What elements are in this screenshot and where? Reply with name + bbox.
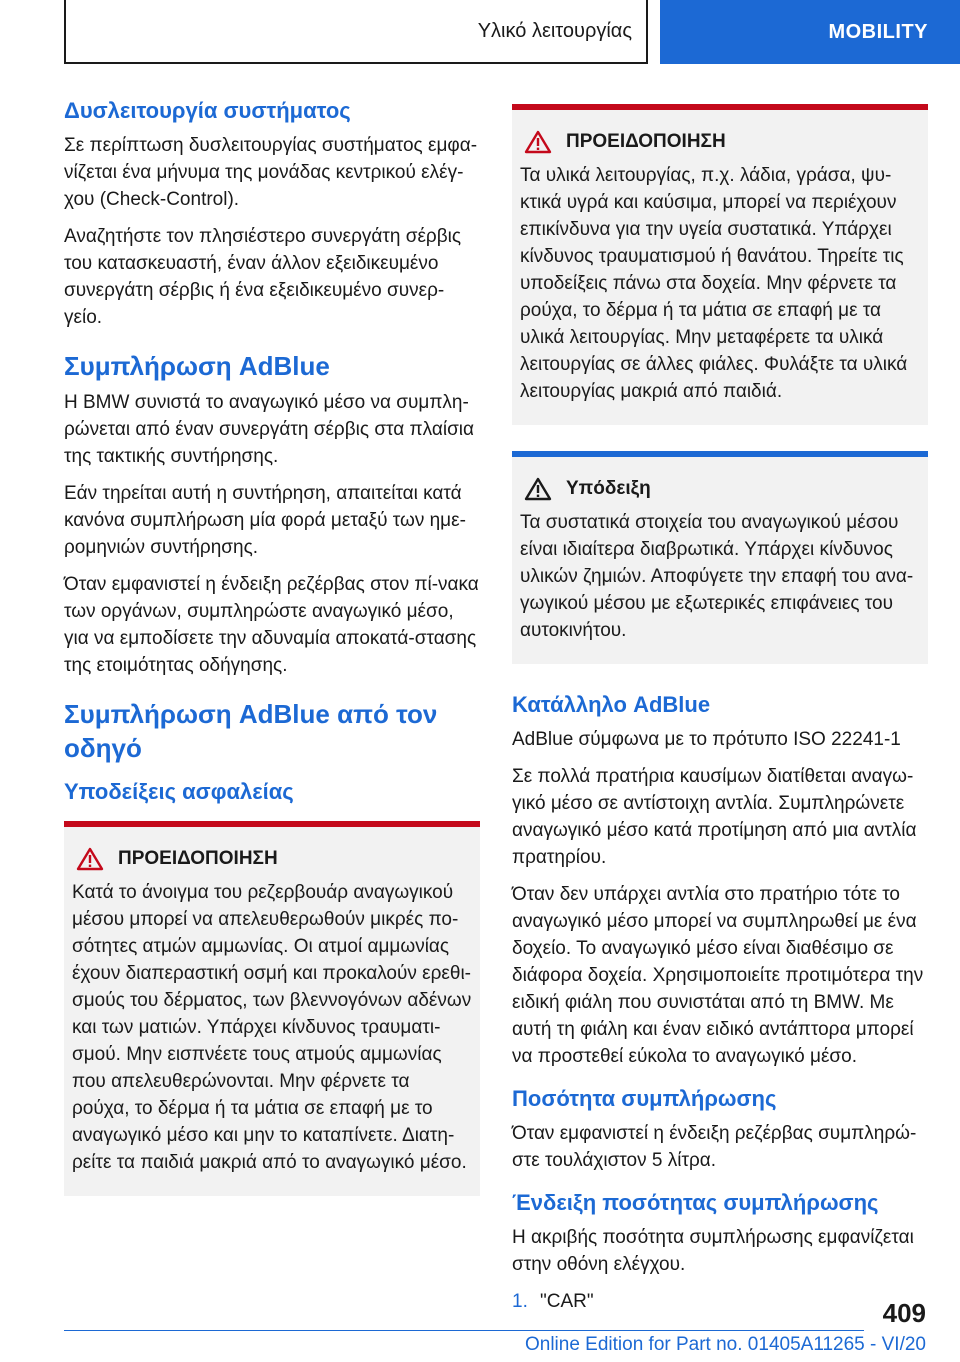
paragraph: Αναζητήστε τον πλησιέστερο συνεργάτη σέρβις του κατασκευαστή, έναν άλλον εξειδικευμένο συνεργάτη σέρβις ή ένα εξειδικευμένο συνερ-γείο. xyxy=(64,226,462,328)
paragraph: Σε περίπτωση δυσλειτουργίας συστήματος εμφα-νίζεται ένα μήνυμα της μονάδας κεντρικού ελέγ-χου (Check-Control). xyxy=(64,135,478,210)
note-box-header xyxy=(520,477,920,501)
heading-fill-quantity: Ποσότητα συμπλήρωσης xyxy=(512,1086,777,1111)
paragraph: Όταν δεν υπάρχει αντλία στο πρατήριο τότε το αναγωγικό μέσο μπορεί να συμπληρωθεί με ένα δοχείο. Το αναγωγικό μέσο είναι διαθέσιμο σε διάφορα δοχεία. Χρησιμοποιείτε προτιμότερα την ειδική φιάλη που συνιστάται από τη BMW. Με αυτή τη φιάλη και έναν ειδικό αντάπτορα μπορεί να προστεθεί εύκολα το αναγωγικό μέσο. xyxy=(512,884,924,1067)
list-item xyxy=(512,1288,928,1315)
right-column xyxy=(512,104,928,1315)
warning-text: Τα υλικά λειτουργίας, π.χ. λάδια, γράσα, ψυ-κτικά υγρά και καύσιμα, μπορεί να περιέχουν επικίνδυνα για την υγεία συστατικά. Υπάρχει κίνδυνος τραυματισμού ή θανάτου. Τηρείτε τις υποδείξεις πάνω στα δοχεία. Μην φέρνετε τα ρούχα, το δέρμα ή τα μάτια σε επαφή με τα υλικά λειτουργίας. Μην μεταφέρετε τα υλικά λειτουργίας σε άλλες φιάλες. Φυλάξτε τα υλικά λειτουργίας μακριά από παιδιά. xyxy=(520,165,908,402)
header-chapter-label: MOBILITY xyxy=(828,20,928,43)
note-title: Υπόδειξη xyxy=(566,478,651,499)
paragraph: Σε πολλά πρατήρια καυσίμων διατίθεται αναγω-γικό μέσο σε αντίστοιχη αντλία. Συμπληρώνετε αναγωγικό μέσο κατά προτίμηση από μια αντλία πρατηρίου. xyxy=(512,766,917,868)
warning-box-header xyxy=(72,847,472,871)
note-text: Τα συστατικά στοιχεία του αναγωγικού μέσου είναι ιδιαίτερα διαβρωτικά. Υπάρχει κίνδυνος υλικών ζημιών. Αποφύγετε την επαφή του ανα-γωγικού μέσου με εξωτερικές επιφάνειες του αυτοκινήτου. xyxy=(520,512,914,641)
paragraph: Η BMW συνιστά το αναγωγικό μέσο να συμπλη-ρώνεται από έναν συνεργάτη σέρβις στα πλαίσια της τακτικής συντήρησης. xyxy=(64,392,475,467)
paragraph: Η ακριβής ποσότητα συμπλήρωσης εμφανίζεται στην οθόνη ελέγχου. xyxy=(512,1227,914,1275)
header-section xyxy=(64,0,648,64)
page-number: 409 xyxy=(882,1298,926,1328)
heading-refill-by-driver: Συμπλήρωση AdBlue από τον οδηγό xyxy=(64,699,438,763)
footer-divider xyxy=(64,1330,864,1331)
heading-fill-quantity-display: Ένδειξη ποσότητας συμπλήρωσης xyxy=(512,1190,879,1215)
warning-triangle-icon xyxy=(524,130,552,154)
heading-safety-notes: Υποδείξεις ασφαλείας xyxy=(64,779,294,804)
warning-title: ΠΡΟΕΙΔΟΠΟΙΗΣΗ xyxy=(118,848,278,869)
warning-box xyxy=(512,104,928,425)
list-item-text: "CAR" xyxy=(540,1291,594,1312)
note-box xyxy=(512,451,928,664)
heading-suitable-adblue: Κατάλληλο AdBlue xyxy=(512,692,711,717)
paragraph: Εάν τηρείται αυτή η συντήρηση, απαιτείται κατά κανόνα συμπλήρωση μία φορά μεταξύ των ημε-ρομηνιών συντήρησης. xyxy=(64,483,466,558)
warning-box-header xyxy=(520,130,920,154)
warning-triangle-icon xyxy=(76,847,104,871)
heading-refill-adblue: Συμπλήρωση AdBlue xyxy=(64,351,330,381)
list-item-number: 1. xyxy=(512,1291,528,1312)
note-triangle-icon xyxy=(524,477,552,501)
warning-title: ΠΡΟΕΙΔΟΠΟΙΗΣΗ xyxy=(566,131,726,152)
warning-box xyxy=(64,821,480,1196)
header-chapter-tab[interactable] xyxy=(660,0,960,64)
header-section-label: Υλικό λειτουργίας xyxy=(477,19,632,42)
left-column xyxy=(64,96,480,1222)
paragraph: Όταν εμφανιστεί η ένδειξη ρεζέρβας στον πί-νακα των οργάνων, συμπληρώστε αναγωγικό μέσο, για να εμποδίσετε την αδυναμία αποκατά-στασης της ετοιμότητας οδήγησης. xyxy=(64,574,479,676)
warning-text: Κατά το άνοιγμα του ρεζερβουάρ αναγωγικού μέσου μπορεί να απελευθερωθούν μικρές πο-σότητες ατμών αμμωνίας. Οι ατμοί αμμωνίας έχουν διαπεραστική οσμή και προκαλούν ερεθι-σμούς του δέρματος, των βλεννογόνων αδένων και των ματιών. Υπάρχει κίνδυνος τραυματι-σμού. Μην εισπνέετε τους ατμούς αμμωνίας που απελευθερώνονται. Μην φέρνετε τα ρούχα, το δέρμα ή τα μάτια σε επαφή με το αναγωγικό μέσο και μην το καταπίνετε. Διατη-ρείτε τα παιδιά μακριά από το αναγωγικό μέσο. xyxy=(72,882,472,1173)
footer-edition: Online Edition for Part no. 01405A11265 - VI/20 xyxy=(524,1334,926,1355)
heading-system-malfunction: Δυσλειτουργία συστήματος xyxy=(64,98,351,123)
paragraph: Όταν εμφανιστεί η ένδειξη ρεζέρβας συμπληρώ-στε τουλάχιστον 5 λίτρα. xyxy=(512,1123,917,1171)
paragraph: AdBlue σύμφωνα με το πρότυπο ISO 22241-1 xyxy=(512,729,901,750)
